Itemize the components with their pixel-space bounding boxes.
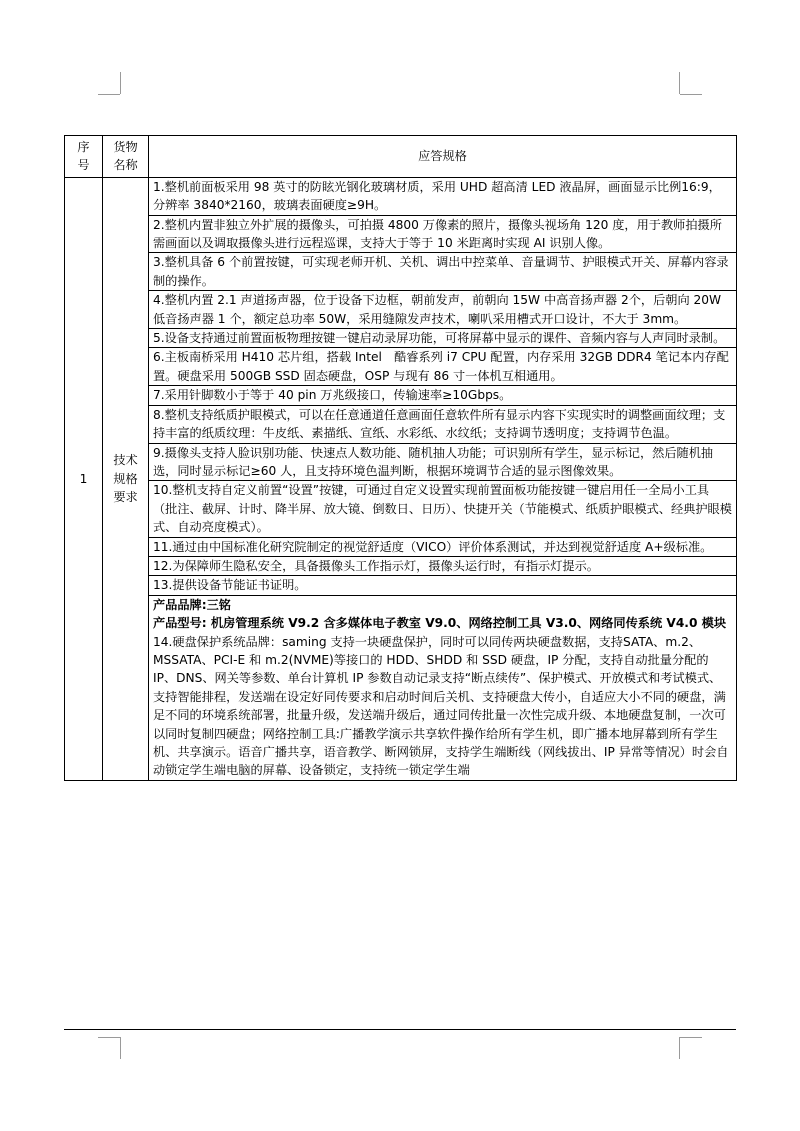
table-row	[65, 177, 737, 215]
spec-item-8: 8.整机支持纸质护眼模式，可以在任意通道任意画面任意软件所有显示内容下实现实时的调整画面纹理；支持丰富的纸质纹理：牛皮纸、素描纸、宣纸、水彩纸、水纹纸；支持调节透明度；支持调节色温。	[149, 405, 737, 443]
spec-item-7: 7.采用针脚数小于等于 40 pin 万兆级接口，传输速率≥10Gbps。	[149, 386, 737, 405]
crop-mark-bottom-right-v	[679, 1037, 680, 1059]
spec-item-13: 13.提供设备节能证书证明。	[149, 576, 737, 595]
spec-item-9: 9.摄像头支持人脸识别功能、快速点人数功能、随机抽人功能；可识别所有学生，显示标记，然后随机抽选，同时显示标记≥60 人，且支持环境色温判断，根据环境调节合适的显示图像效果。	[149, 443, 737, 481]
table-row	[65, 253, 737, 291]
spec-item-11: 11.通过由中国标准化研究院制定的视觉舒适度（VICO）评价体系测试，并达到视觉舒适度 A+级标准。	[149, 537, 737, 556]
table-row	[65, 329, 737, 348]
spec-item-6: 6.主板南桥采用 H410 芯片组，搭载 Intel 酷睿系列 i7 CPU 配置，内存采用 32GB DDR4 笔记本内存配置。硬盘采用 500GB SSD 固态硬盘，OSP 与现有 86 寸一体机互相通用。	[149, 348, 737, 386]
table-row	[65, 215, 737, 253]
table-header-row	[65, 136, 737, 178]
table-row	[65, 576, 737, 595]
table-row	[65, 405, 737, 443]
spec-table	[64, 135, 737, 781]
table-row	[65, 481, 737, 537]
row-index: 1	[65, 177, 103, 780]
table-row	[65, 348, 737, 386]
spec-item-14-text: 14.硬盘保护系统品牌：saming 支持一块硬盘保护，同时可以同传两块硬盘数据，支持SATA、m.2、MSSATA、PCI-E 和 m.2(NVME)等接口的 HDD、SHDD 和 SSD 硬盘，IP 分配，支持自动批量分配的 IP、DNS、网关等参数、单台计算机 IP 参数自动记录支持“断点续传”、保护模式、开放模式和考试模式、支持智能排程，发送端在设定好同传要求和启动时间后关机、支持硬盘大传小，自适应大小不同的硬盘，满足不同的环境系统部署，批量升级，发送端升级后，通过同传批量一次性完成升级、本地硬盘复制，一次可以同时复制四硬盘；网络控制工具:广播教学演示共享软件操作给所有学生机，即广播本地屏幕到所有学生机、共享演示。语音广播共享，语音教学、断网锁屏，支持学生端断线（网线拔出、IP 异常等情况）时会自动锁定学生端电脑的屏幕、设备锁定，支持统一锁定学生端	[153, 634, 729, 778]
page-break-rule	[64, 1029, 736, 1030]
spec-item-14	[149, 595, 737, 780]
table-row	[65, 595, 737, 780]
table-row	[65, 443, 737, 481]
row-name: 技术 规格 要求	[103, 177, 149, 780]
header-index: 序 号	[65, 136, 103, 178]
table-row	[65, 291, 737, 329]
crop-mark-bottom-right-h	[680, 1037, 702, 1038]
spec-item-1: 1.整机前面板采用 98 英寸的防眩光钢化玻璃材质，采用 UHD 超高清 LED 液晶屏，画面显示比例16:9，分辨率 3840*2160，玻璃表面硬度≥9H。	[149, 177, 737, 215]
spec-item-12: 12.为保障师生隐私安全，具备摄像头工作指示灯，摄像头运行时，有指示灯提示。	[149, 556, 737, 575]
crop-mark-bottom-left-v	[120, 1037, 121, 1059]
product-brand: 产品品牌:三铭	[153, 597, 231, 612]
spec-item-5: 5.设备支持通过前置面板物理按键一键启动录屏功能，可将屏幕中显示的课件、音频内容与人声同时录制。	[149, 329, 737, 348]
crop-mark-top-right-h	[680, 94, 702, 95]
spec-item-2: 2.整机内置非独立外扩展的摄像头，可拍摄 4800 万像素的照片，摄像头视场角 120 度，用于教师拍摄所需画面以及调取摄像头进行远程巡课，支持大于等于 10 米距离时实现 AI 识别人像。	[149, 215, 737, 253]
header-name: 货物 名称	[103, 136, 149, 178]
spec-item-3: 3.整机具备 6 个前置按键，可实现老师开机、关机、调出中控菜单、音量调节、护眼模式开关、屏幕内容录制的操作。	[149, 253, 737, 291]
spec-item-10: 10.整机支持自定义前置“设置”按键，可通过自定义设置实现前置面板功能按键一键启用任一全局小工具（批注、截屏、计时、降半屏、放大镜、倒数日、日历）、快捷开关（节能模式、纸质护眼模式、经典护眼模式、自动亮度模式）。	[149, 481, 737, 537]
header-spec: 应答规格	[149, 136, 737, 178]
table-row	[65, 556, 737, 575]
spec-item-4: 4.整机内置 2.1 声道扬声器，位于设备下边框，朝前发声，前朝向 15W 中高音扬声器 2个，后朝向 20W 低音扬声器 1 个，额定总功率 50W，采用缝隙发声技术，喇叭采用槽式开口设计，不大于 3mm。	[149, 291, 737, 329]
crop-mark-top-left-h	[98, 94, 120, 95]
crop-mark-top-right-v	[679, 72, 680, 94]
table-row	[65, 537, 737, 556]
product-model: 产品型号: 机房管理系统 V9.2 含多媒体电子教室 V9.0、网络控制工具 V3.0、网络同传系统 V4.0 模块	[153, 616, 727, 631]
crop-mark-bottom-left-h	[98, 1037, 120, 1038]
crop-mark-top-left-v	[120, 72, 121, 94]
table-row	[65, 386, 737, 405]
